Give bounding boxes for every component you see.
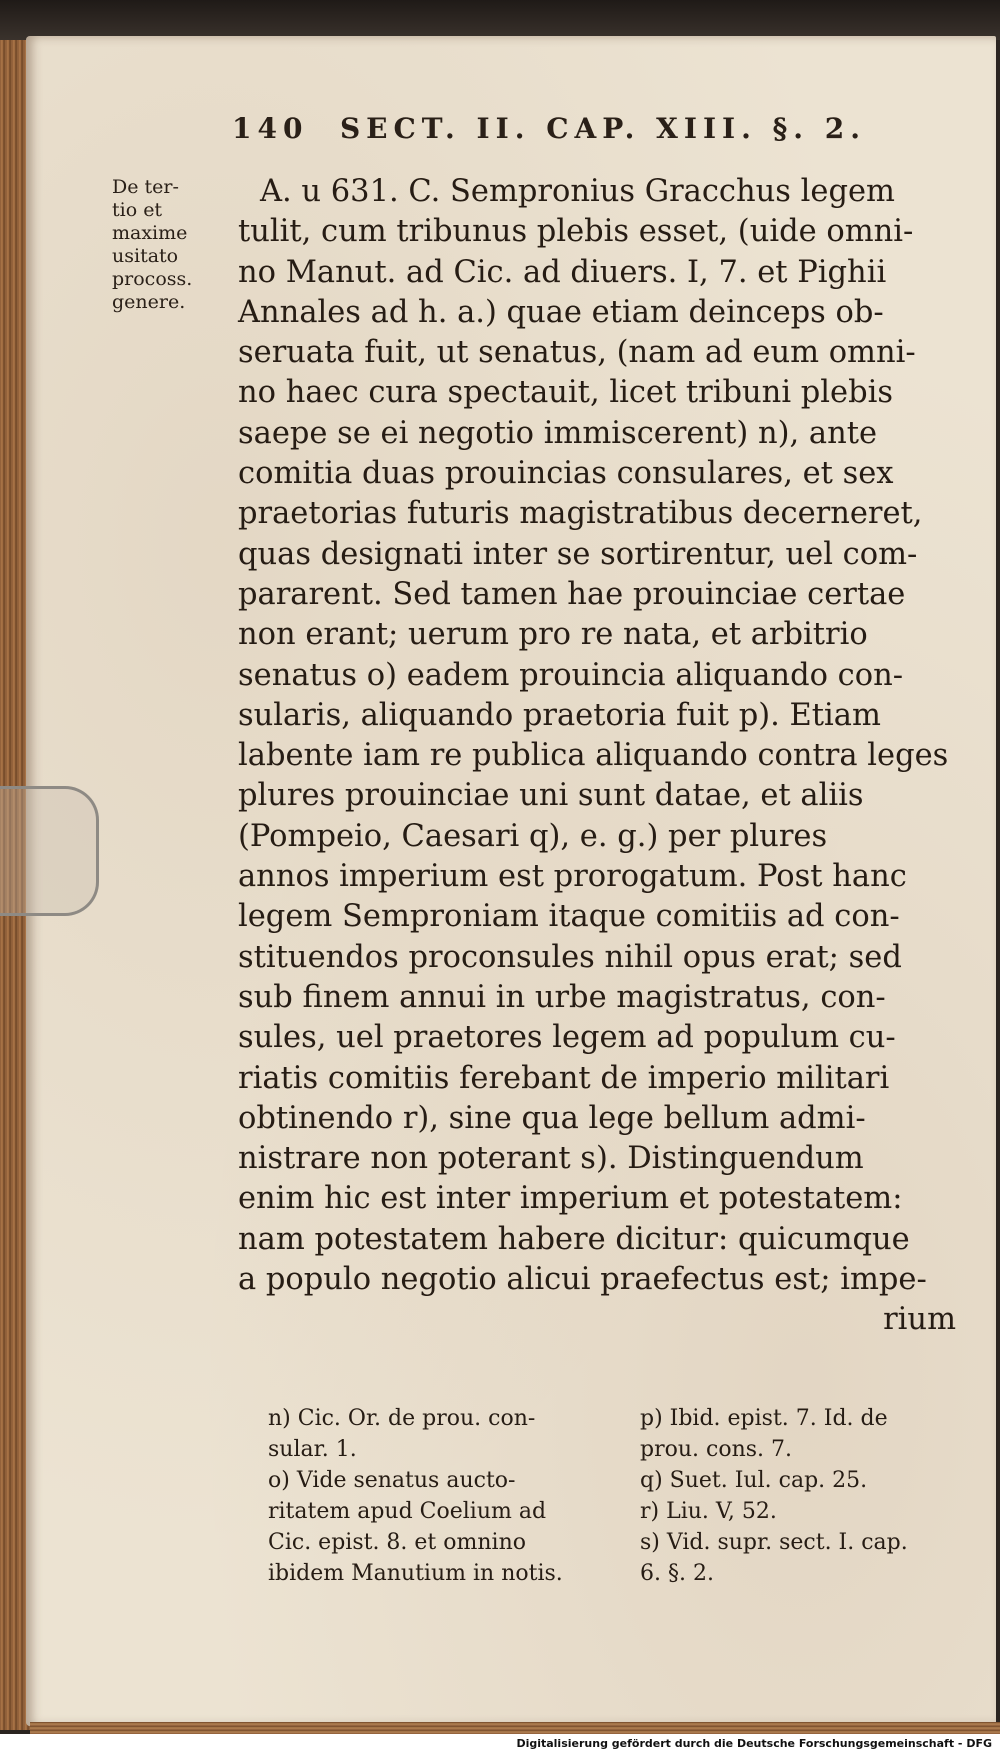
catchword: rium [883,1302,956,1338]
body-line: tulit, cum tribunus plebis esset, (uide omni- [238,214,914,250]
body-line: sules, uel praetores legem ad populum cu- [238,1020,896,1056]
book-bottom-edge [30,1722,1000,1734]
footnote-line: o) Vide senatus aucto- [268,1468,516,1493]
body-line: plures prouinciae uni sunt datae, et aliis [238,778,864,814]
body-line: Annales ad h. a.) quae etiam deinceps ob- [238,294,884,330]
body-line: labente iam re publica aliquando contra leges [238,738,949,774]
margin-note-line: maxime [112,222,188,244]
body-line: comitia duas prouincias consulares, et sex [238,456,894,492]
body-line: sularis, aliquando praetoria fuit p). Etiam [238,697,881,733]
running-head: 140 SECT. II. CAP. XIII. §. 2. [232,112,867,145]
body-line: saepe se ei negotio immiscerent) n), ante [238,415,878,451]
body-line: enim hic est inter imperium et potestatem: [238,1181,903,1217]
body-line: sub finem annui in urbe magistratus, con- [238,979,886,1015]
body-line: senatus o) eadem prouincia aliquando con- [238,657,904,693]
footnote-line: Cic. epist. 8. et omnino [268,1530,526,1555]
footnote-line: sular. 1. [268,1437,357,1462]
body-line: praetorias futuris magistratibus decerneret, [238,496,923,532]
scan-background-top [0,0,1000,40]
body-line: quas designati inter se sortirentur, uel com- [238,536,918,572]
footnote-line: q) Suet. Iul. cap. 25. [640,1468,868,1493]
body-line: legem Semproniam itaque comitiis ad con- [238,899,900,935]
footnote-line: ritatem apud Coelium ad [268,1499,547,1524]
body-line: no Manut. ad Cic. ad diuers. I, 7. et Pighii [238,254,887,290]
body-line: nam potestatem habere dicitur: quicumque [238,1221,910,1257]
body-line: nistrare non poterant s). Distinguendum [238,1141,864,1177]
margin-note-line: De ter- [112,176,179,198]
page-clip [0,786,99,916]
margin-note-line: usitato [112,245,179,267]
footnotes-right [640,1403,980,1589]
margin-note-line: genere. [112,291,186,313]
footnote-line: prou. cons. 7. [640,1437,793,1462]
body-line: pararent. Sed tamen hae prouinciae certae [238,576,906,612]
body-text [238,172,956,1341]
footnote-line: ibidem Manutium in notis. [268,1561,563,1586]
footnote-line: r) Liu. V, 52. [640,1499,777,1524]
footnote-line: p) Ibid. epist. 7. Id. de [640,1406,888,1431]
body-line: annos imperium est prorogatum. Post hanc [238,859,907,895]
body-line: (Pompeio, Caesari q), e. g.) per plures [238,818,828,854]
footnote-line: s) Vid. supr. sect. I. cap. [640,1530,908,1555]
body-line: a populo negotio alicui praefectus est; impe- [238,1262,927,1298]
footnote-line: 6. §. 2. [640,1561,714,1586]
digitization-credit: Digitalisierung gefördert durch die Deutsche Forschungsgemeinschaft - DFG [516,1737,992,1750]
footnotes-left [268,1403,608,1589]
body-line: no haec cura spectauit, licet tribuni plebis [238,375,894,411]
body-line: riatis comitiis ferebant de imperio militari [238,1060,890,1096]
body-line: seruata fuit, ut senatus, (nam ad eum omni- [238,335,916,371]
body-line: A. u 631. C. Sempronius Gracchus legem [260,174,895,209]
body-line: stituendos proconsules nihil opus erat; sed [238,939,902,975]
margin-note [112,176,222,314]
footnote-line: n) Cic. Or. de prou. con- [268,1406,536,1431]
body-line: non erant; uerum pro re nata, et arbitrio [238,617,868,653]
body-line: obtinendo r), sine qua lege bellum admi- [238,1100,866,1136]
margin-note-line: tio et [112,199,163,221]
margin-note-line: procoss. [112,268,193,290]
